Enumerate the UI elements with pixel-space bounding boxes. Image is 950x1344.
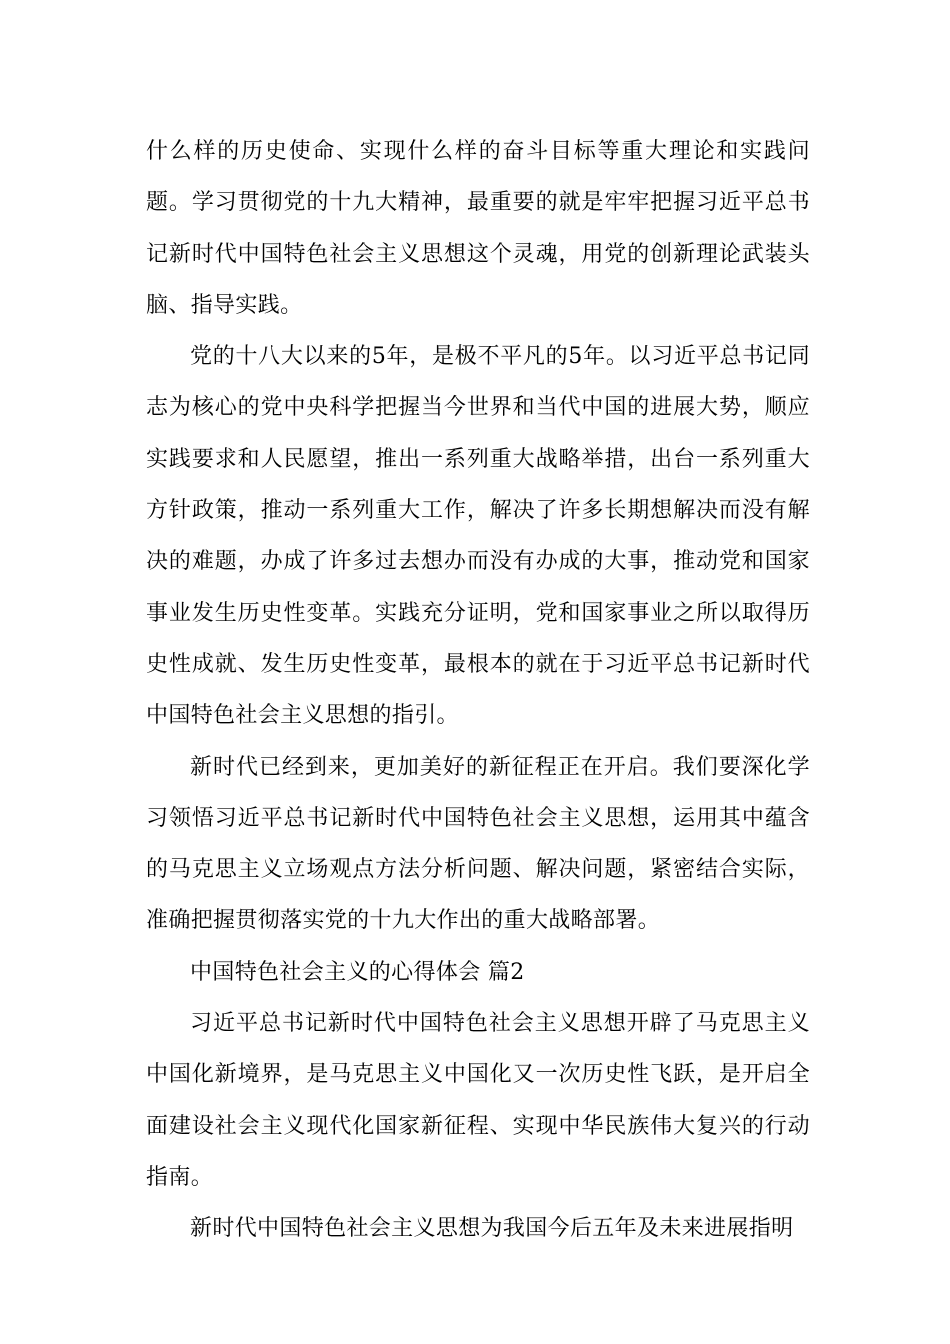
paragraph-4: 习近平总书记新时代中国特色社会主义思想开辟了马克思主义中国化新境界，是马克思主义中国化又一次历史性飞跃，是开启全面建设社会主义现代化国家新征程、实现中华民族伟大复兴的行动指南。 [146, 1011, 810, 1190]
document-body [146, 126, 810, 1255]
section-heading: 中国特色社会主义的心得体会 篇2 [190, 959, 525, 985]
paragraph-5: 新时代中国特色社会主义思想为我国今后五年及未来进展指明 [190, 1216, 794, 1242]
paragraph-3: 新时代已经到来，更加美好的新征程正在开启。我们要深化学习领悟习近平总书记新时代中国特色社会主义思想，运用其中蕴含的马克思主义立场观点方法分析问题、解决问题，紧密结合实际，准确把握贯彻落实党的十九大作出的重大战略部署。 [146, 754, 810, 934]
paragraph-2: 党的十八大以来的5年，是极不平凡的5年。以习近平总书记同志为核心的党中央科学把握当今世界和当代中国的进展大势，顺应实践要求和人民愿望，推出一系列重大战略举措，出台一系列重大方针政策，推动一系列重大工作，解决了许多长期想解决而没有解决的难题，办成了许多过去想办而没有办成的大事，推动党和国家事业发生历史性变革。实践充分证明，党和国家事业之所以取得历史性成就、发生历史性变革，最根本的就在于习近平总书记新时代中国特色社会主义思想的指引。 [146, 344, 810, 729]
paragraph-1: 什么样的历史使命、实现什么样的奋斗目标等重大理论和实践问题。学习贯彻党的十九大精神，最重要的就是牢牢把握习近平总书记新时代中国特色社会主义思想这个灵魂，用党的创新理论武装头脑、指导实践。 [146, 139, 810, 318]
